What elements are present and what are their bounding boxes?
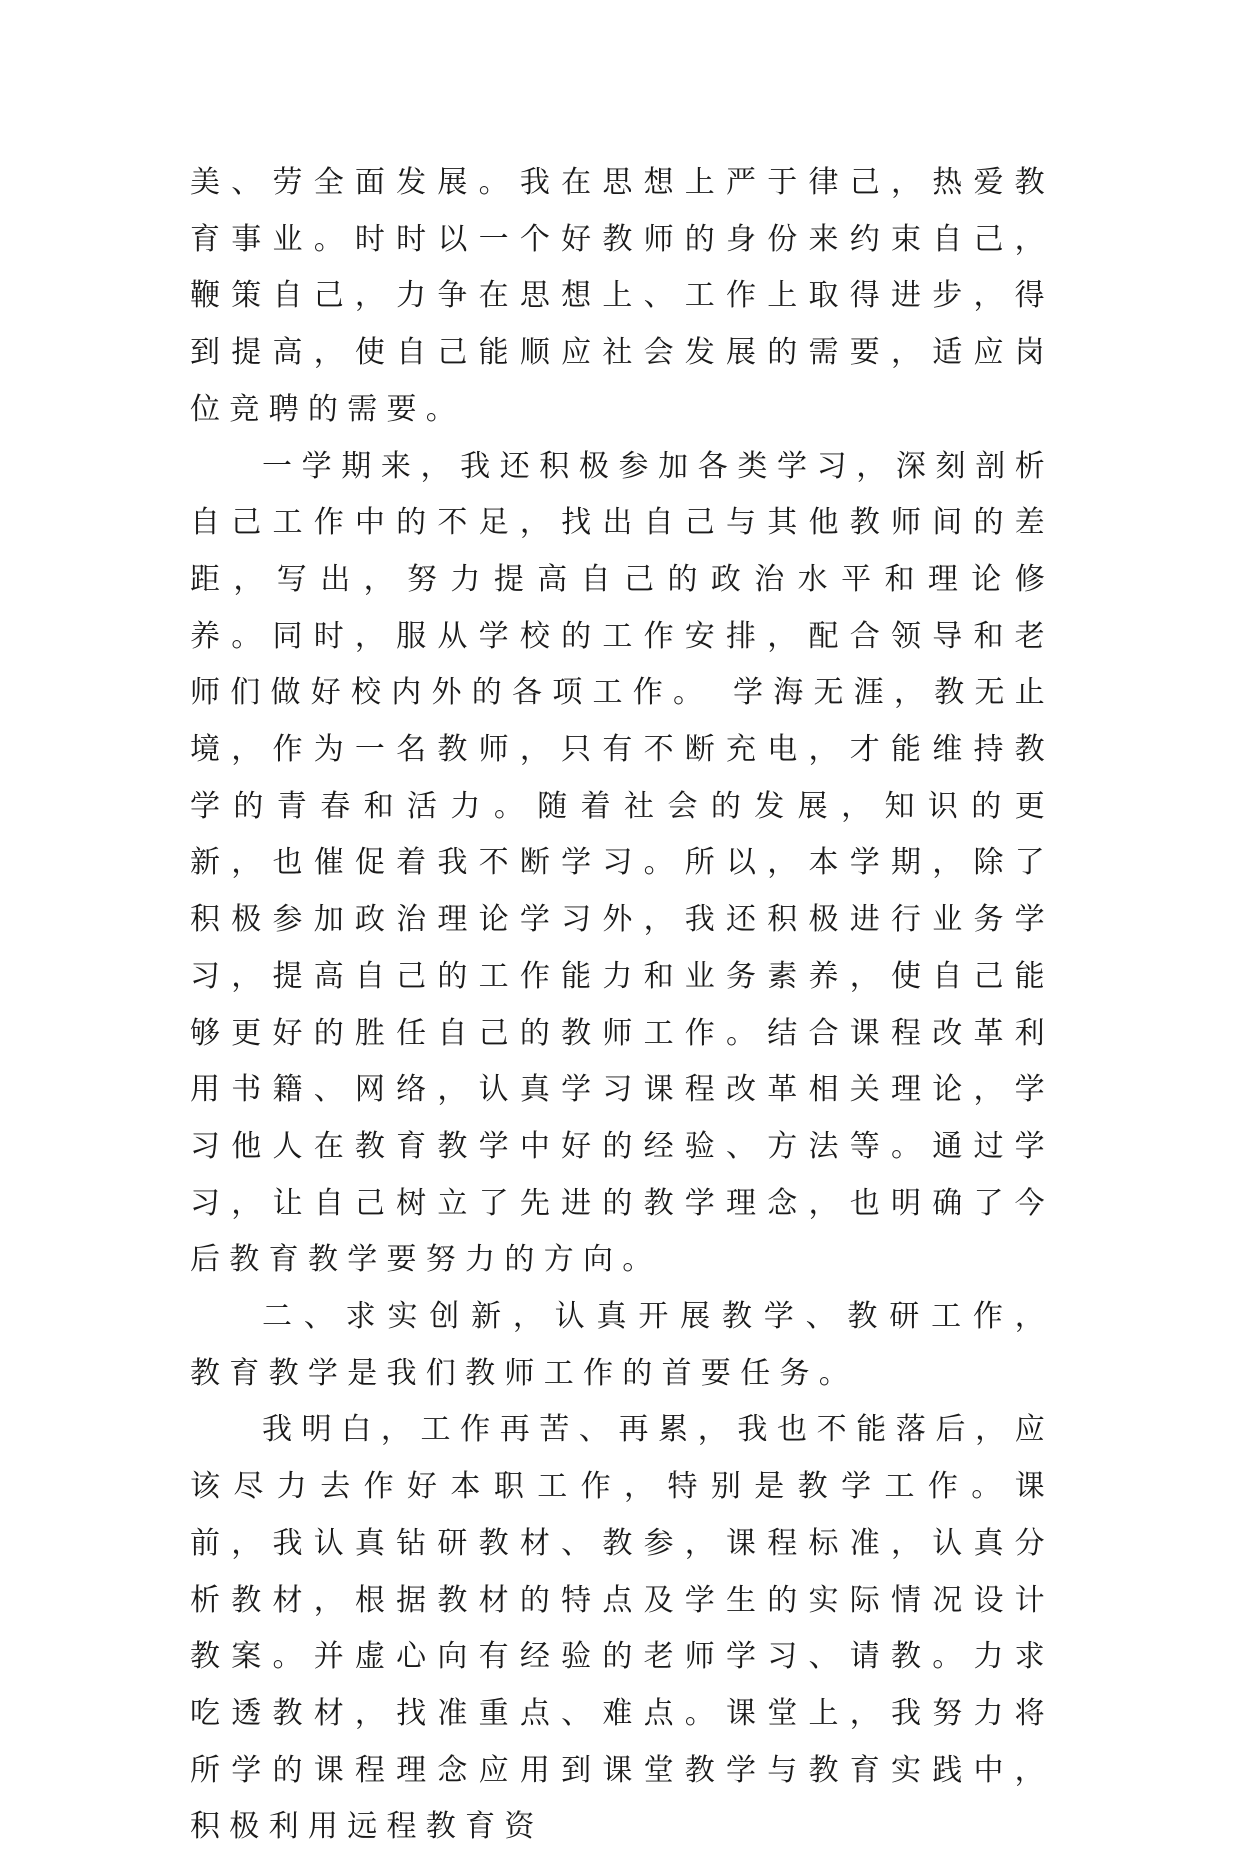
body-text — [190, 155, 1054, 1856]
paragraph-1: 美、劳全面发展。我在思想上严于律己，热爱教育事业。时时以一个好教师的身份来约束自己，鞭策自己，力争在思想上、工作上取得进步，得到提高，使自己能顺应社会发展的需要，适应岗位竞聘的需要。 — [190, 165, 1054, 427]
paragraph-3-heading: 二、求实创新，认真开展教学、教研工作， 教育教学是我们教师工作的首要任务。 — [190, 1299, 1054, 1391]
paragraph-2: 一学期来，我还积极参加各类学习，深刻剖析自己工作中的不足，找出自己与其他教师间的差距，写出，努力提高自己的政治水平和理论修养。同时，服从学校的工作安排，配合领导和老师们做好校内外的各项工作。 学海无涯，教无止境，作为一名教师，只有不断充电，才能维持教学的青春和活力。随着社会的发展，知识的更新，也催促着我不断学习。所以，本学期，除了积极参加政治理论学习外，我还积极进行业务学习，提高自己的工作能力和业务素养，使自己能够更好的胜任自己的教师工作。结合课程改革利用书籍、网络，认真学习课程改革相关理论，学习他人在教育教学中好的经验、方法等。通过学习，让自己树立了先进的教学理念，也明确了今后教育教学要努力的方向。 — [190, 448, 1054, 1278]
paragraph-4: 我明白，工作再苦、再累，我也不能落后，应该尽力去作好本职工作，特别是教学工作。课前，我认真钻研教材、教参，课程标准，认真分析教材，根据教材的特点及学生的实际情况设计教案。并虚心向有经验的老师学习、请教。力求吃透教材，找准重点、难点。课堂上，我努力将所学的课程理念应用到课堂教学与教育实践中，积极利用远程教育资 — [190, 1412, 1054, 1845]
